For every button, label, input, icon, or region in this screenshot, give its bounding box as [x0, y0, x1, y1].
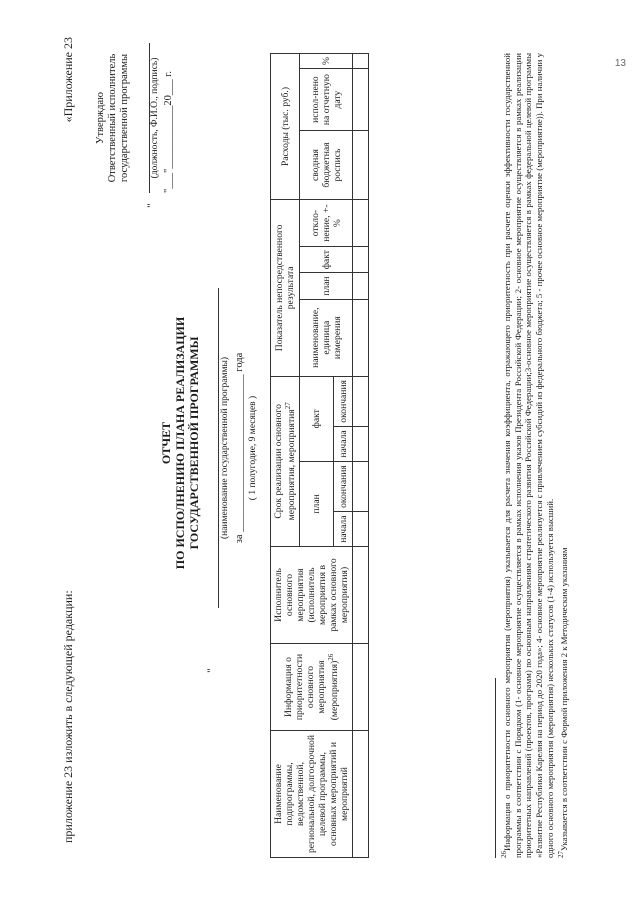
col-program-name: Наименование подпрограммы, ведомственной, региональной, долгосрочной целевой программы, основных мероприятий и мероприятий — [271, 730, 353, 857]
indicator-name: наименование, единица измерения — [300, 299, 353, 376]
report-title-line2: ПО ИСПОЛНЕНИЮ ПЛАНА РЕАЛИЗАЦИИ — [172, 316, 187, 569]
signature-caption: (должность, Ф.И.О., подпись) — [150, 57, 161, 178]
footnotes — [500, 53, 570, 858]
term-plan: план — [300, 461, 334, 546]
period-line — [234, 288, 246, 608]
table-cell — [353, 511, 369, 546]
footnote-27: $^{27}$Указывается в соответствии с Формой приложения 2 к Методическим указаниям — [556, 547, 569, 858]
col-expenses: Расходы (тыс. руб.) — [271, 53, 300, 199]
footnote-rule — [495, 678, 496, 858]
signature-line — [135, 43, 150, 193]
col-priority: Информация о приоритетности основного мероприятия (мероприятия)$^{26}$ — [271, 643, 353, 730]
rotated-sheet — [40, 23, 600, 883]
table-header-row-1 — [271, 53, 300, 857]
period-blank: ______________________________ — [234, 373, 245, 532]
table-cell — [353, 643, 369, 730]
table-empty-row — [353, 53, 369, 857]
indicator-fact: факт — [300, 246, 353, 272]
table-cell — [353, 546, 369, 643]
table-cell — [353, 461, 369, 511]
quote-close: " — [144, 202, 158, 208]
col-indicator: Показатель непосредственного результата — [271, 199, 300, 376]
table-cell — [353, 730, 369, 857]
za-prefix: за — [234, 533, 245, 543]
expenses-percent: % — [300, 53, 353, 68]
table-cell — [353, 376, 369, 426]
table-cell — [353, 299, 369, 376]
col-term: Срок реализации основного мероприятия, мероприятия$^{27}$ — [271, 376, 300, 546]
indicator-deviation: откло-нение, +- % — [300, 199, 353, 246]
table-cell — [353, 246, 369, 272]
period-caption: ( 1 полугодие, 9 месяцев ) — [248, 395, 258, 500]
table-cell — [353, 426, 369, 461]
table-cell — [353, 53, 369, 68]
intro-text: приложение 23 изложить в следующей редакции: — [61, 589, 75, 843]
approval-line1: Утверждаю — [95, 91, 106, 144]
quote-open: " — [204, 667, 218, 673]
table-cell — [353, 130, 369, 199]
fact-start: начала — [334, 426, 353, 461]
table-cell — [353, 68, 369, 130]
fact-end: окончания — [334, 376, 353, 426]
approval-line2: Ответственный исполнитель — [107, 53, 119, 182]
plan-start: начала — [334, 511, 353, 546]
approval-block — [95, 43, 175, 193]
footnote-26: $^{26}$Информация о приоритетности основного мероприятия (мероприятия) указывается для расчета значения коэффициента, отражающего приоритетность при расчете оценки эффективности государственной программы в соответствии с Порядком (1- основное мероприятие осуществляется в рамках исполнения указов Президента Российской Федерации; 2- основное мероприятие осуществляется в рамках реализации приоритетных направлений (проектов, программ) по основным направлениям стратегического развития Российской Федерации;3-основное мероприятие осуществляется в рамках федеральной целевой программы «Развитие Республики Карелия на период до 2020 года»; 4- основное мероприятие реализуется с привлечением субсидий из федерального бюджета; 5 - прочее основное мероприятие (мероприятие)). При наличии у одного основного мероприятия (мероприятия) нескольких статусов (1-4) используется высший. — [500, 52, 555, 858]
year-suffix: года — [234, 352, 245, 372]
report-title-line3: ГОСУДАРСТВЕННОЙ ПРОГРАММЫ — [186, 336, 201, 549]
report-title — [160, 263, 201, 623]
table-cell — [353, 272, 369, 298]
plan-end: окончания — [334, 461, 353, 511]
report-title-line1: ОТЧЕТ — [159, 421, 173, 464]
table-cell — [353, 199, 369, 246]
report-table — [270, 53, 369, 858]
approval-date-line: "___"____________20___ г. — [163, 70, 175, 193]
term-fact: факт — [300, 376, 334, 461]
program-caption: (наименование государственной программы) — [218, 288, 231, 608]
expenses-budget-list: сводная бюджетная роспись — [300, 130, 353, 199]
col-executor: Исполнитель основного мероприятия (исполнитель мероприятия в рамках основного мероприятия) — [271, 546, 353, 643]
page-number: 13 — [614, 58, 626, 69]
indicator-plan: план — [300, 272, 353, 298]
appendix-label: «Приложение 23 — [61, 36, 75, 122]
expenses-executed: испол-нено на отчетную дату — [300, 68, 353, 130]
approval-line3: государственной программы — [119, 53, 131, 182]
